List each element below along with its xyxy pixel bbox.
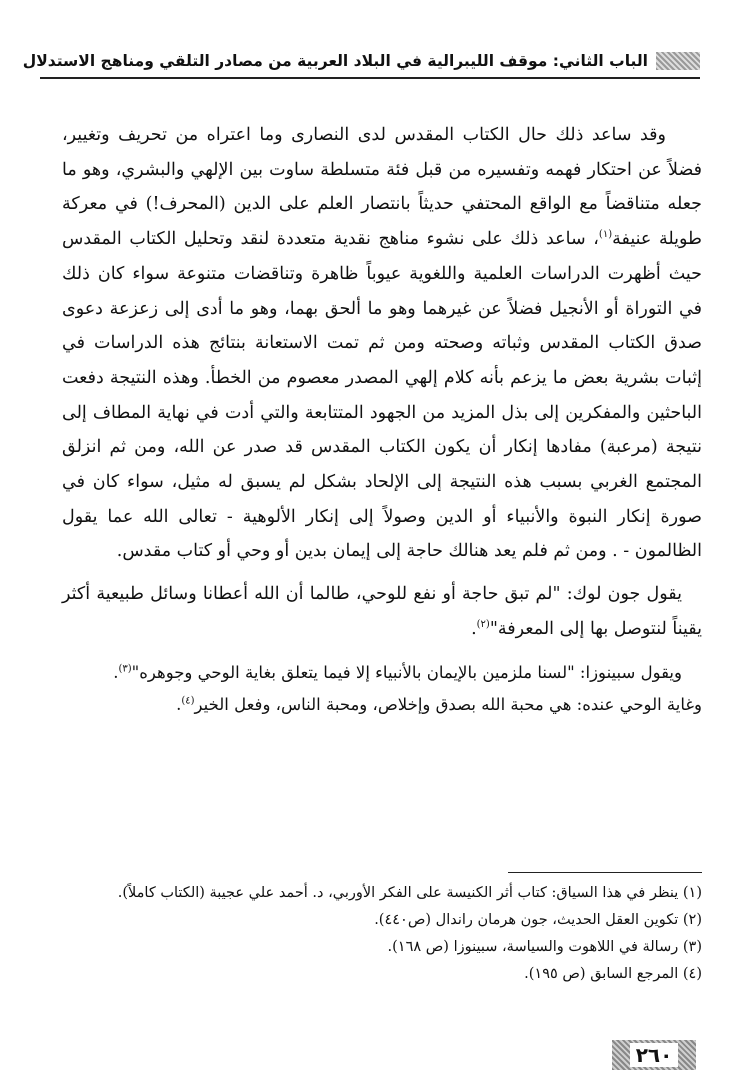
page-body — [62, 118, 702, 721]
footnote-2: (٢) تكوين العقل الحديث، جون هرمان راندال (ص٤٤٠). — [374, 912, 702, 928]
footnote-separator — [508, 872, 702, 873]
chapter-title: الباب الثاني: موقف الليبرالية في البلاد العربية من مصادر التلقي ومناهج الاستدلال — [22, 52, 648, 70]
locke-quote: يقول جون لوك: "لم تبق حاجة أو نفع للوحي، طالما أن الله أعطانا وسائل طبيعية أكثر يقيناً لنتوصل بها إلى المعرفة" — [62, 584, 702, 639]
footnote-ref-3: (٣) — [118, 663, 132, 675]
footnote-ref-2: (٢) — [476, 619, 490, 631]
header-decoration — [656, 52, 700, 70]
page-number: ٢٦٠ — [630, 1043, 679, 1067]
footnote-ref-4: (٤) — [181, 695, 195, 707]
revelation-goal: وغاية الوحي عنده: هي محبة الله بصدق وإخلاص، ومحبة الناس، وفعل الخير — [194, 694, 702, 714]
revelation-end: . — [176, 694, 182, 714]
main-paragraph — [62, 118, 702, 569]
footnote-1: (١) ينظر في هذا السياق: كتاب أثر الكنيسة على الفكر الأوربي، د. أحمد علي عجيبة (الكتاب كاملاً). — [117, 885, 702, 901]
footnote-ref-1: (١) — [598, 229, 613, 241]
locke-quote-paragraph: يقول جون لوك: "لم تبق حاجة أو نفع للوحي، طالما أن الله أعطانا وسائل طبيعية أكثر يقيناً لنتوصل بها إلى المعرفة"$^{(٢)}$. — [62, 584, 702, 639]
running-header — [22, 48, 700, 74]
page-number-box — [612, 1040, 696, 1070]
footnotes — [62, 880, 702, 988]
footnote-4: (٤) المرجع السابق (ص ١٩٥). — [524, 966, 702, 982]
spinoza-quote: ويقول سبينوزا: "لسنا ملزمين بالإيمان بالأنبياء إلا فيما يتعلق بغاية الوحي وجوهره" — [131, 662, 682, 682]
header-rule — [40, 77, 700, 79]
spinoza-end: . — [113, 662, 119, 682]
paragraph-text-continued: ، ساعد ذلك على نشوء مناهج نقدية متعددة لنقد وتحليل الكتاب المقدس حيث أظهرت الدراسات العلمية واللغوية عيوباً ظاهرة وتناقضات متنوعة سواء كان ذلك في التوراة أو الأنجيل فضلاً عن غيرهما وهو ما ألحق بهما، وهو ما أدى إلى زعزعة دعوى صدق الكتاب المقدس وثباته وصحته ومن ثم تمت الاستعانة بنتائج هذه الدراسات في إثبات بشرية بعض ما يزعم بأنه كلام إلهي المصدر معصوم من الخطأ. وهذه النتيجة دفعت الباحثين والمفكرين إلى بذل المزيد من الجهود المتتابعة والتي أدت في نهاية المطاف إلى نتيجة (مرعبة) مفادها إنكار أن يكون الكتاب المقدس قد صدر عن الله، ومن ثم انزلق المجتمع الغربي بسبب هذه النتيجة إلى الإلحاد بشكل لم يسبق له مثيل، سواء كان في صورة إنكار النبوة والأنبياء أو الدين وصولاً إلى إنكار الألوهية - تعالى الله عما يقول الظالمون - . ومن ثم فلم يعد هنالك حاجة إلى إيمان بدين أو وحي أو كتاب مقدس. — [62, 229, 702, 562]
footnote-3: (٣) رسالة في اللاهوت والسياسة، سبينوزا (ص ١٦٨). — [387, 939, 702, 955]
spinoza-paragraph — [62, 657, 702, 721]
paragraph-text: وقد ساعد ذلك حال الكتاب المقدس لدى النصارى وما اعتراه من تحريف وتغيير، فضلاً عن احتكار فهمه وتفسيره من قبل فئة متسلطة ساوت بين الإلهي والبشري، وهو ما جعله متناقضاً مع الواقع المحتفي حديثاً بانتصار العلم على الدين (المحرف!) في معركة طويلة عنيفة — [62, 125, 702, 250]
